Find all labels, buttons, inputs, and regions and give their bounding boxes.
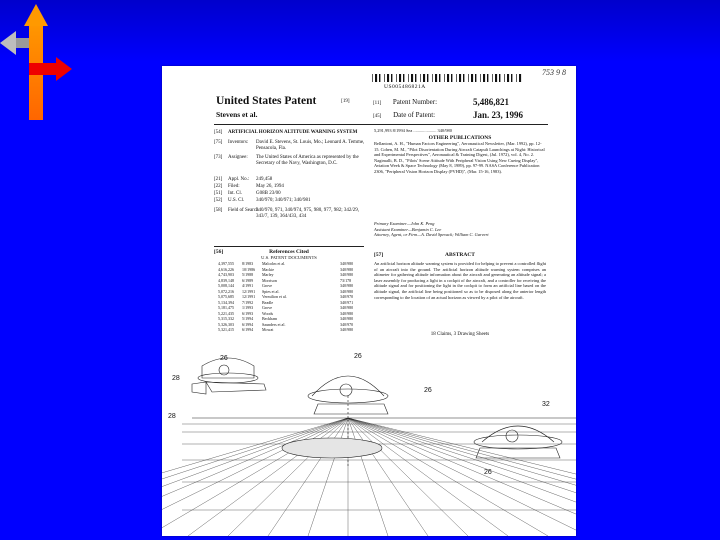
patent-title (216, 95, 350, 107)
reference-cell: 340/980 (340, 305, 354, 310)
reference-cell: Saunders et al. (262, 321, 286, 327)
figure-label: 26 (484, 469, 492, 476)
abstract-title: ABSTRACT (445, 252, 475, 258)
reference-cell: 4,397,555 (218, 261, 234, 266)
reference-cell: Beckham (262, 316, 278, 321)
field-label: Filed: (228, 184, 240, 189)
field-label: U.S. Cl. (228, 198, 245, 203)
reference-row (218, 327, 370, 333)
reference-cell: 5,326,303 (218, 321, 234, 327)
figure-label: 26 (424, 387, 432, 394)
patent-title-code: [19] (341, 98, 350, 104)
barcode-number: US005486821A (384, 84, 426, 90)
reference-cell: 10/1986 (242, 266, 256, 272)
inventor-surname: Stevens et al. (216, 110, 258, 119)
patent-date: Jan. 23, 1996 (473, 110, 524, 120)
top-band (0, 0, 720, 62)
date-code: [45] (373, 114, 382, 119)
nav-up-arrow-icon[interactable] (24, 4, 48, 120)
reference-cell: 1/1993 (242, 305, 254, 310)
reference-cell: 4,743,903 (218, 272, 234, 277)
patent-title-text: United States Patent (216, 95, 317, 107)
field-label: Field of Search (228, 208, 259, 213)
examiners (374, 221, 546, 238)
reference-cell: 4,839,148 (218, 277, 234, 283)
field-label: Appl. No.: (228, 177, 250, 182)
figure-label: 26 (220, 355, 228, 362)
reference-cell: 340/980 (340, 261, 354, 266)
field-code: [58] (214, 208, 223, 213)
perspective-grid (162, 418, 576, 536)
aircraft-left (192, 358, 266, 394)
field-code: [52] (214, 198, 223, 203)
field-label: Assignee: (228, 155, 248, 160)
reference-cell: Woods (262, 310, 274, 316)
reference-cell: 340/971 (340, 299, 354, 305)
patent-drawing (162, 348, 576, 536)
field-code: [51] (214, 191, 223, 196)
reference-cell: Spies et al. (262, 288, 280, 294)
reference-cell: 5,072,216 (218, 288, 234, 294)
reference-cell: 340/980 (340, 327, 354, 332)
reference-cell: 340/980 (340, 266, 354, 272)
reference-cell: 340/980 (340, 288, 354, 294)
reference-cell: 340/970 (340, 294, 354, 299)
field-value: G08B 23/00 (256, 191, 281, 196)
reference-cell: Mowat (262, 327, 274, 332)
abstract-code: [57] (374, 252, 384, 258)
patent-number-line (373, 97, 509, 107)
examiner-line: Assistant Examiner—Benjamin C. Lee (374, 226, 442, 232)
reference-cell: Mackie (262, 266, 274, 272)
reference-cell: Morrison (262, 277, 277, 283)
reference-cell: 5,315,332 (218, 316, 234, 321)
reference-cell: 4/1991 (242, 283, 254, 288)
figure-label: 28 (172, 375, 180, 382)
reference-cell: Malcolm et al. (262, 261, 286, 266)
reference-cell: 340/970 (340, 321, 354, 327)
figure-label: 26 (354, 353, 362, 360)
field-code: [73] (214, 155, 223, 160)
reference-cell: Grove (262, 283, 272, 288)
field-value: 249,458 (256, 177, 273, 182)
reference-cell: 5/1988 (242, 272, 254, 277)
field-code: [22] (214, 184, 223, 189)
patent-number: 5,486,821 (473, 97, 509, 107)
first-other-ref: 5,291,993 8/1994 Sea ..................... 340/980 (374, 128, 452, 133)
navigation-arrows (0, 0, 80, 120)
references-code: [56] (214, 249, 224, 255)
date-line (373, 110, 524, 120)
fields-rule (214, 246, 364, 247)
reference-cell: 6/1994 (242, 321, 254, 327)
figure-label: 28 (168, 413, 176, 420)
other-publications-text: Bellantoni, A. H., "Human Factors Engineering", Aeronautical Newsletter, (Mar. 1992), pp. 12-15. Cohen, M. M., "Pilot Disorientation During Aircraft Catapult Launchings at Night: Historical and Experimental Perspectives", Aeronautical & Training Digest, (Jul. 1972), vol. 4, No. 2. Nagimalli, B. D., "Pilots' Scene Attitude With Peripheral Vision Using New Cueing Display", Aviation Week & Space Technology (May 8, 1989), pp. 97-99. NASA Conference Publication 2306, "Peripheral Vision Horizon Display (PVHD)", (Mar. 15-16, 1983). (374, 141, 545, 174)
references-table (218, 261, 370, 333)
field-value: May 26, 1994 (256, 184, 284, 189)
reference-cell: 5,181,475 (218, 305, 234, 310)
reference-cell: 340/980 (340, 310, 354, 316)
field-value: 340/970; 340/971; 340/981 (256, 198, 311, 203)
reference-cell: 340/980 (340, 272, 354, 277)
field-code: [75] (214, 140, 223, 145)
reference-cell: 8/1983 (242, 261, 254, 266)
patent-number-code: [11] (373, 101, 382, 106)
examiner-line: Attorney, Agent, or Firm—A. David Spevack; William C. Garvert (374, 232, 489, 238)
field-label: Int. Cl. (228, 191, 243, 196)
field-value: The United States of America as represented by the Secretary of the Navy, Washington, D.C. (256, 155, 359, 166)
header-rule (214, 124, 548, 125)
claims-count: 18 Claims, 3 Drawing Sheets (430, 332, 490, 337)
examiner-line: Primary Examiner—John K. Peng (374, 221, 435, 226)
figure-label: 32 (542, 401, 550, 408)
patent-document (162, 66, 576, 536)
reference-cell: 5/1994 (242, 316, 254, 321)
other-publications-heading: OTHER PUBLICATIONS (428, 135, 492, 141)
field-code: [54] (214, 130, 223, 135)
reference-cell: Grove (262, 305, 272, 310)
nav-left-arrow-icon[interactable] (0, 31, 34, 55)
reference-cell: 73/178 (340, 277, 352, 283)
field-value: 340/970, 971, 340/974, 975, 980, 977, 982; 342/29, 343/7, 139, 364/433, 434 (256, 208, 360, 219)
abstract-text: An artificial horizon altitude warning system is provided for helping to prevent a controlled flight of an aircraft into the ground. The artificial horizon altitude warning system comprises an altimeter for gathering altitude information about the aircraft and generating an altitude signal; a laser assembly for producing a light in a cockpit of the aircraft, and a controller for receiving the altitude signal and for positioning the light in the cockpit to form an artificial line based on the altitude signal, the artificial line being positioned so as to be disposed along the anterior length corresponding to the location of an actual horizon as viewed by a pilot of the aircraft. (374, 261, 546, 300)
references-title: References Cited (269, 249, 309, 255)
reference-cell: 7/1992 (242, 299, 254, 305)
reference-cell: Marley (262, 272, 274, 277)
field-value: ARTIFICIAL HORIZON ALTITUDE WARNING SYSTEM (228, 130, 358, 135)
reference-cell: 6/1994 (242, 327, 254, 332)
reference-cell: 5,221,435 (218, 310, 234, 316)
handwritten-mark: 753 9 8 (542, 68, 566, 77)
barcode-icon (372, 74, 522, 82)
field-label: Inventors: (228, 140, 249, 145)
reference-cell: 5,134,394 (218, 299, 234, 305)
reference-cell: 4,616,226 (218, 266, 234, 272)
abstract-heading (374, 252, 546, 258)
patent-number-label: Patent Number: (392, 98, 438, 106)
reference-cell: 340/980 (340, 283, 354, 288)
reference-cell: 5,321,415 (218, 327, 234, 332)
reference-cell: 12/1991 (242, 288, 256, 294)
reference-cell: 6/1993 (242, 310, 254, 316)
reference-cell: 340/980 (340, 316, 354, 321)
ground-shadow (282, 438, 382, 458)
date-label: Date of Patent: (393, 111, 436, 119)
us-patent-documents-heading: U.S. PATENT DOCUMENTS (261, 255, 317, 260)
reference-cell: 5,075,685 (218, 294, 234, 299)
reference-cell: 6/1989 (242, 277, 254, 283)
figure-labels (168, 353, 550, 476)
reference-cell: Vermilion et al. (262, 294, 287, 299)
aircraft-right (474, 426, 562, 458)
field-value: David E. Stevens, St. Louis, Mo.; Leonard A. Temme, Pensacola, Fla. (256, 140, 365, 151)
reference-cell: 5,008,144 (218, 283, 234, 288)
field-code: [21] (214, 177, 223, 182)
reference-cell: 12/1991 (242, 294, 256, 299)
reference-cell: Beadle (262, 299, 274, 305)
